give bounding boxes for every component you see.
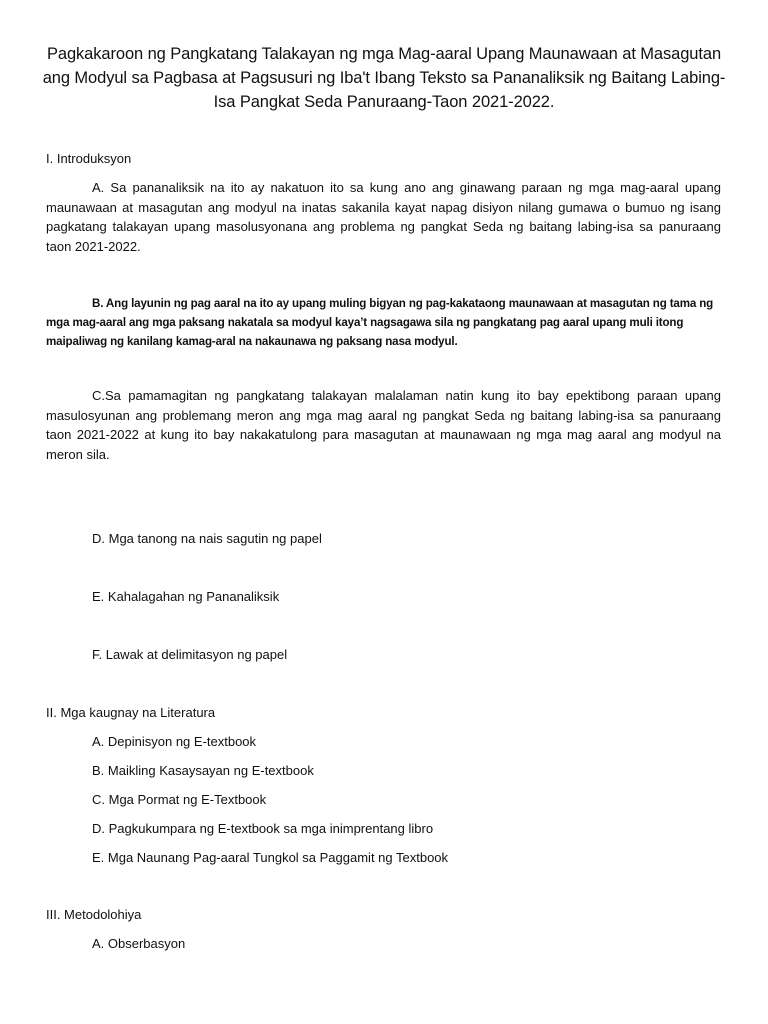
list-item: C. Mga Pormat ng E-Textbook xyxy=(92,792,267,807)
paragraph-a xyxy=(46,178,721,256)
section-heading-introduksyon: I. Introduksyon xyxy=(46,151,132,166)
list-item: B. Maikling Kasaysayan ng E-textbook xyxy=(92,763,314,778)
list-item-d: D. Mga tanong na nais sagutin ng papel xyxy=(92,531,322,546)
paragraph-b xyxy=(46,294,722,351)
list-item-e: E. Kahalagahan ng Pananaliksik xyxy=(92,589,280,604)
list-item: A. Depinisyon ng E-textbook xyxy=(92,734,257,749)
list-item-f: F. Lawak at delimitasyon ng papel xyxy=(92,647,288,662)
paragraph-a-text: A. Sa pananaliksik na ito ay nakatuon ito sa kung ano ang ginawang paraan ng mga mag-aaral upang maunawaan at masagutan ang modyul na inatas sakanila kayat napag disiyon nilang gumawa o bumuo ng isang pagkatang talakayan upang masolusyonana ang problema ng pangkat Seda ng baitang labing-isa sa panuraang taon 2021-2022. xyxy=(46,180,721,254)
paragraph-c-text: C.Sa pamamagitan ng pangkatang talakayan malalaman natin kung ito bay epektibong paraan upang masulosyunan ang problemang meron ang mga mag aaral ng pangkat Seda ng baitang labing-isa sa panuraang taon 2021-2022 at kung ito bay nakakatulong para masagutan at maunawaan ng mga mag aaral ang modyul na meron sila. xyxy=(46,388,721,462)
list-item: A. Obserbasyon xyxy=(92,936,186,951)
paragraph-c xyxy=(46,386,721,464)
section-heading-metodolohiya: III. Metodolohiya xyxy=(46,907,142,922)
paragraph-b-text: B. Ang layunin ng pag aaral na ito ay upang muling bigyan ng pag-kakataong maunawaan at masagutan ng tama ng mga mag-aaral ang mga paksang nakatala sa modyul kaya’t nagsagawa sila ng pangkatang pag aaral upang muli itong maipaliwag ng kanilang kamag-aral na nakaunawa ng paksang nasa modyul. xyxy=(46,297,714,348)
document-title: Pagkakaroon ng Pangkatang Talakayan ng mga Mag-aaral Upang Maunawaan at Masagutan ang Modyul sa Pagbasa at Pagsusuri ng Iba't Ibang Teksto sa Pananaliksik ng Baitang Labing-Isa Pangkat Seda Panuraang-Taon 2021-2022. xyxy=(42,45,726,111)
list-item: D. Pagkukumpara ng E-textbook sa mga inimprentang libro xyxy=(92,821,434,836)
section-heading-literatura: II. Mga kaugnay na Literatura xyxy=(46,705,216,720)
list-item: E. Mga Naunang Pag-aaral Tungkol sa Paggamit ng Textbook xyxy=(92,850,449,865)
